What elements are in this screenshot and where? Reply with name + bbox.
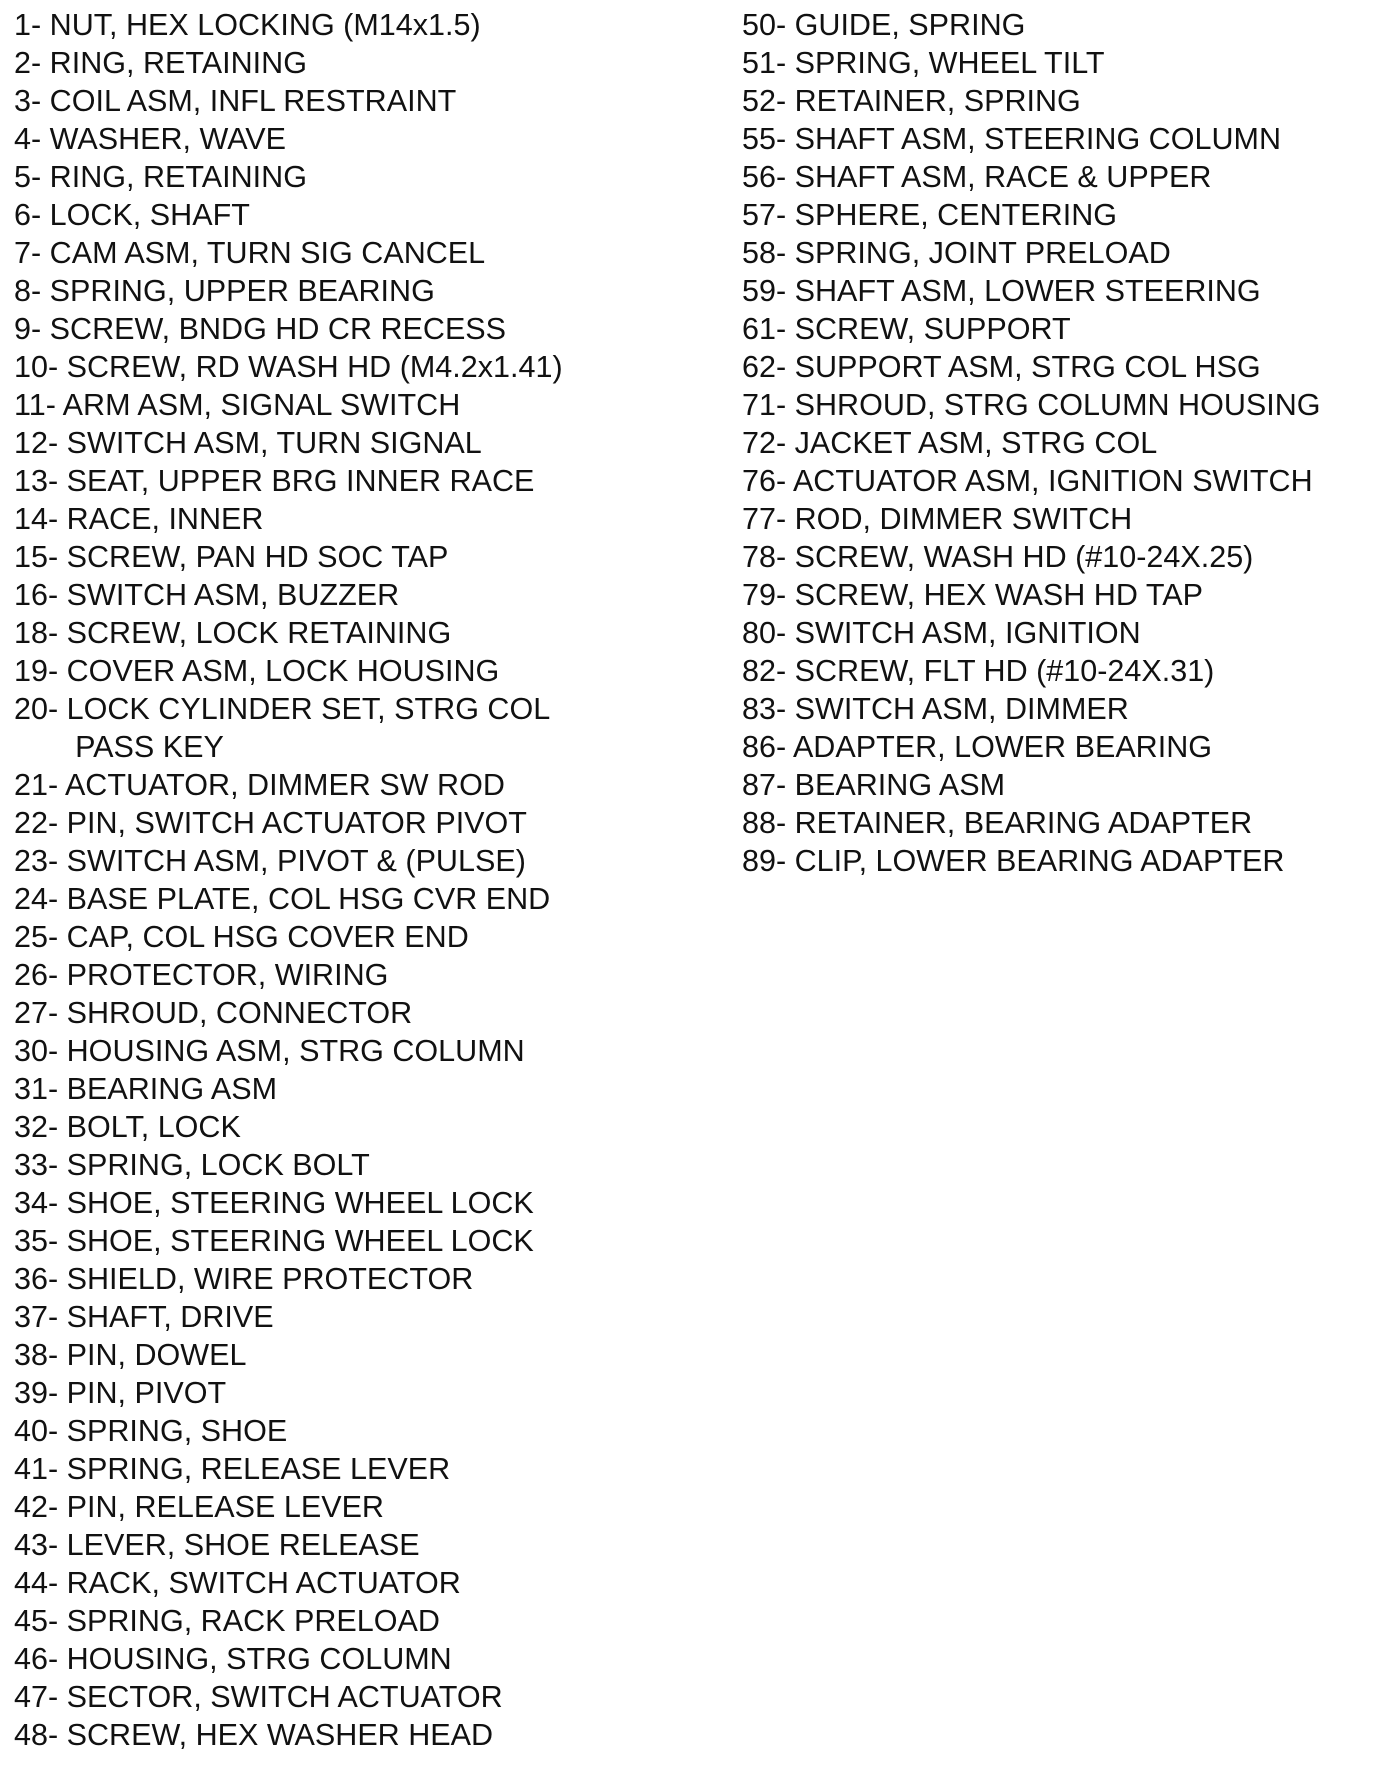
part-number: 82- [742, 653, 787, 688]
part-list-item [14, 538, 625, 576]
part-list-item [14, 804, 625, 842]
part-number: 30- [14, 1033, 59, 1068]
part-number: 21- [14, 767, 59, 802]
part-description: SCREW, LOCK RETAINING [66, 615, 452, 650]
part-number: 89- [742, 843, 787, 878]
part-list-item [14, 1260, 625, 1298]
part-description: COVER ASM, LOCK HOUSING [66, 653, 500, 688]
part-number: 33- [14, 1147, 59, 1182]
part-description: SCREW, FLT HD (#10-24X.31) [794, 653, 1215, 688]
part-number: 13- [14, 463, 59, 498]
part-number: 2- [14, 45, 42, 80]
part-list-item [742, 766, 1363, 804]
part-list-item [14, 1526, 625, 1564]
part-number: 83- [742, 691, 787, 726]
part-list-item [14, 6, 625, 44]
part-description: CAM ASM, TURN SIG CANCEL [49, 235, 486, 270]
part-number: 59- [742, 273, 787, 308]
part-description: COIL ASM, INFL RESTRAINT [49, 83, 457, 118]
part-description: SUPPORT ASM, STRG COL HSG [794, 349, 1261, 384]
part-list-item [14, 1222, 625, 1260]
part-number: 22- [14, 805, 59, 840]
part-list-item [14, 1412, 625, 1450]
part-list-item [14, 424, 625, 462]
part-number: 23- [14, 843, 59, 878]
part-description: RACE, INNER [66, 501, 264, 536]
part-number: 88- [742, 805, 787, 840]
part-description: SWITCH ASM, BUZZER [66, 577, 400, 612]
part-description: SPRING, RELEASE LEVER [66, 1451, 451, 1486]
part-description: SHROUD, STRG COLUMN HOUSING [794, 387, 1321, 422]
part-description: SECTOR, SWITCH ACTUATOR [66, 1679, 503, 1714]
part-number: 1- [14, 7, 42, 42]
part-description: SWITCH ASM, DIMMER [794, 691, 1129, 726]
part-number: 79- [742, 577, 787, 612]
part-list-item [14, 1070, 625, 1108]
part-description: ROD, DIMMER SWITCH [794, 501, 1133, 536]
part-list-item [14, 310, 625, 348]
part-number: 47- [14, 1679, 59, 1714]
part-number: 34- [14, 1185, 59, 1220]
part-description: RING, RETAINING [49, 159, 307, 194]
part-description: HOUSING ASM, STRG COLUMN [66, 1033, 525, 1068]
part-number: 3- [14, 83, 42, 118]
part-description: PIN, SWITCH ACTUATOR PIVOT [66, 805, 527, 840]
part-description: SWITCH ASM, TURN SIGNAL [66, 425, 482, 460]
part-number: 4- [14, 121, 42, 156]
part-list-item [14, 614, 625, 652]
part-description: PIN, DOWEL [66, 1337, 247, 1372]
part-number: 37- [14, 1299, 59, 1334]
part-description: SWITCH ASM, IGNITION [794, 615, 1141, 650]
part-list-item [14, 1336, 625, 1374]
part-description: SCREW, HEX WASH HD TAP [794, 577, 1203, 612]
part-description: SPRING, LOCK BOLT [66, 1147, 370, 1182]
part-list-item [14, 1032, 625, 1070]
part-list-item [14, 462, 625, 500]
part-list-item [14, 1640, 625, 1678]
part-list-item [742, 386, 1363, 424]
part-number: 10- [14, 349, 59, 384]
part-list-item [14, 880, 625, 918]
parts-list-left-column [14, 6, 634, 1754]
part-number: 20- [14, 691, 59, 726]
part-description: NUT, HEX LOCKING (M14x1.5) [49, 7, 481, 42]
part-description: CAP, COL HSG COVER END [66, 919, 469, 954]
part-list-item [14, 1298, 625, 1336]
part-description: SPRING, RACK PRELOAD [66, 1603, 440, 1638]
part-description-continuation: PASS KEY [75, 729, 224, 764]
part-description: SPHERE, CENTERING [794, 197, 1118, 232]
part-description: ARM ASM, SIGNAL SWITCH [62, 387, 461, 422]
part-number: 24- [14, 881, 59, 916]
part-list-item [14, 1564, 625, 1602]
part-list-item [14, 1678, 625, 1716]
part-description: SCREW, BNDG HD CR RECESS [49, 311, 507, 346]
part-description: SHOE, STEERING WHEEL LOCK [66, 1185, 534, 1220]
part-description: BASE PLATE, COL HSG CVR END [66, 881, 551, 916]
part-description: SCREW, SUPPORT [794, 311, 1071, 346]
part-number: 38- [14, 1337, 59, 1372]
part-number: 46- [14, 1641, 59, 1676]
part-description: SHAFT ASM, LOWER STEERING [794, 273, 1261, 308]
part-number: 25- [14, 919, 59, 954]
part-description: SHAFT, DRIVE [66, 1299, 274, 1334]
part-list-item [14, 1602, 625, 1640]
part-number: 35- [14, 1223, 59, 1258]
part-description: RETAINER, SPRING [794, 83, 1081, 118]
part-description: RACK, SWITCH ACTUATOR [66, 1565, 461, 1600]
part-list-item [14, 234, 625, 272]
part-number: 42- [14, 1489, 59, 1524]
part-description: HOUSING, STRG COLUMN [66, 1641, 452, 1676]
part-number: 16- [14, 577, 59, 612]
part-list-item [14, 766, 625, 804]
part-list-item [14, 158, 625, 196]
part-number: 15- [14, 539, 59, 574]
part-description: SHAFT ASM, RACE & UPPER [794, 159, 1212, 194]
part-list-item [742, 196, 1363, 234]
part-list-item [742, 120, 1363, 158]
part-description: SPRING, JOINT PRELOAD [794, 235, 1171, 270]
part-number: 26- [14, 957, 59, 992]
part-description: BEARING ASM [66, 1071, 278, 1106]
part-list-item [742, 842, 1363, 880]
parts-list-right-column [742, 6, 1372, 880]
part-number: 86- [742, 729, 787, 764]
part-number: 62- [742, 349, 787, 384]
part-description: SHIELD, WIRE PROTECTOR [66, 1261, 474, 1296]
part-number: 36- [14, 1261, 59, 1296]
part-list-item [742, 652, 1363, 690]
part-description: ACTUATOR, DIMMER SW ROD [64, 767, 505, 802]
part-number: 78- [742, 539, 787, 574]
part-number: 18- [14, 615, 59, 650]
part-number: 31- [14, 1071, 59, 1106]
part-description: SPRING, SHOE [66, 1413, 288, 1448]
part-list-item [14, 690, 625, 766]
part-list-item [14, 1488, 625, 1526]
part-number: 32- [14, 1109, 59, 1144]
part-number: 58- [742, 235, 787, 270]
part-list-item [742, 348, 1363, 386]
part-list-item [14, 1108, 625, 1146]
part-number: 57- [742, 197, 787, 232]
part-description: LOCK, SHAFT [49, 197, 250, 232]
part-number: 56- [742, 159, 787, 194]
part-description: RING, RETAINING [49, 45, 307, 80]
part-list-item [14, 1184, 625, 1222]
part-description: LEVER, SHOE RELEASE [66, 1527, 420, 1562]
part-list-item [742, 234, 1363, 272]
part-list-item [14, 386, 625, 424]
part-description: JACKET ASM, STRG COL [794, 425, 1158, 460]
part-list-item [742, 82, 1363, 120]
part-number: 43- [14, 1527, 59, 1562]
part-number: 9- [14, 311, 42, 346]
part-number: 12- [14, 425, 59, 460]
part-number: 87- [742, 767, 787, 802]
part-number: 48- [14, 1717, 59, 1752]
part-list-item [14, 918, 625, 956]
part-number: 11- [14, 387, 56, 422]
part-number: 19- [14, 653, 59, 688]
part-list-item [14, 120, 625, 158]
part-number: 50- [742, 7, 787, 42]
part-list-item [14, 956, 625, 994]
part-description: SCREW, HEX WASHER HEAD [66, 1717, 494, 1752]
part-list-item [14, 576, 625, 614]
part-description: SHOE, STEERING WHEEL LOCK [66, 1223, 534, 1258]
part-number: 5- [14, 159, 42, 194]
part-description: BEARING ASM [794, 767, 1006, 802]
part-list-item [742, 424, 1363, 462]
part-number: 55- [742, 121, 787, 156]
part-description: SPRING, UPPER BEARING [49, 273, 435, 308]
part-description: LOCK CYLINDER SET, STRG COL [66, 691, 551, 726]
part-list-item [742, 576, 1363, 614]
part-number: 80- [742, 615, 787, 650]
part-number: 7- [14, 235, 42, 270]
part-description: GUIDE, SPRING [794, 7, 1026, 42]
part-list-item [742, 272, 1363, 310]
part-description: WASHER, WAVE [49, 121, 287, 156]
part-description: SCREW, RD WASH HD (M4.2x1.41) [66, 349, 563, 384]
part-list-item [742, 462, 1363, 500]
part-description: BOLT, LOCK [66, 1109, 241, 1144]
part-description: SHAFT ASM, STEERING COLUMN [794, 121, 1282, 156]
part-list-item [14, 196, 625, 234]
part-list-item [14, 1146, 625, 1184]
part-description: ACTUATOR ASM, IGNITION SWITCH [792, 463, 1313, 498]
part-list-item [742, 614, 1363, 652]
part-list-item [742, 6, 1363, 44]
part-description: SCREW, WASH HD (#10-24X.25) [794, 539, 1254, 574]
part-number: 71- [742, 387, 787, 422]
part-number: 52- [742, 83, 787, 118]
part-description: SCREW, PAN HD SOC TAP [66, 539, 449, 574]
part-list-item [14, 348, 625, 386]
part-list-item [14, 82, 625, 120]
part-list-item [14, 1374, 625, 1412]
part-number: 61- [742, 311, 787, 346]
part-number: 51- [742, 45, 787, 80]
part-description: CLIP, LOWER BEARING ADAPTER [794, 843, 1285, 878]
part-number: 76- [742, 463, 787, 498]
part-list-item [742, 44, 1363, 82]
part-description: RETAINER, BEARING ADAPTER [794, 805, 1253, 840]
part-list-item [742, 538, 1363, 576]
part-description: SPRING, WHEEL TILT [794, 45, 1105, 80]
part-number: 44- [14, 1565, 59, 1600]
part-number: 77- [742, 501, 787, 536]
part-number: 39- [14, 1375, 59, 1410]
part-list-item [14, 652, 625, 690]
part-list-item [14, 500, 625, 538]
part-number: 6- [14, 197, 42, 232]
part-description: PIN, PIVOT [66, 1375, 227, 1410]
part-list-item [742, 690, 1363, 728]
part-number: 41- [14, 1451, 59, 1486]
part-number: 8- [14, 273, 42, 308]
part-list-item [742, 804, 1363, 842]
part-number: 72- [742, 425, 787, 460]
part-list-item [742, 158, 1363, 196]
part-list-item [14, 1450, 625, 1488]
part-number: 14- [14, 501, 59, 536]
part-description: ADAPTER, LOWER BEARING [792, 729, 1213, 764]
part-description: SEAT, UPPER BRG INNER RACE [66, 463, 535, 498]
part-description: PROTECTOR, WIRING [66, 957, 389, 992]
part-list-item [14, 842, 625, 880]
part-description: SWITCH ASM, PIVOT & (PULSE) [66, 843, 526, 878]
part-list-item [14, 44, 625, 82]
part-number: 40- [14, 1413, 59, 1448]
part-description: SHROUD, CONNECTOR [66, 995, 413, 1030]
part-description: PIN, RELEASE LEVER [66, 1489, 384, 1524]
part-number: 27- [14, 995, 59, 1030]
part-list-item [14, 994, 625, 1032]
part-list-item [14, 272, 625, 310]
part-list-item [14, 1716, 625, 1754]
part-list-item [742, 310, 1363, 348]
part-list-item [742, 500, 1363, 538]
part-number: 45- [14, 1603, 59, 1638]
part-list-item [742, 728, 1363, 766]
